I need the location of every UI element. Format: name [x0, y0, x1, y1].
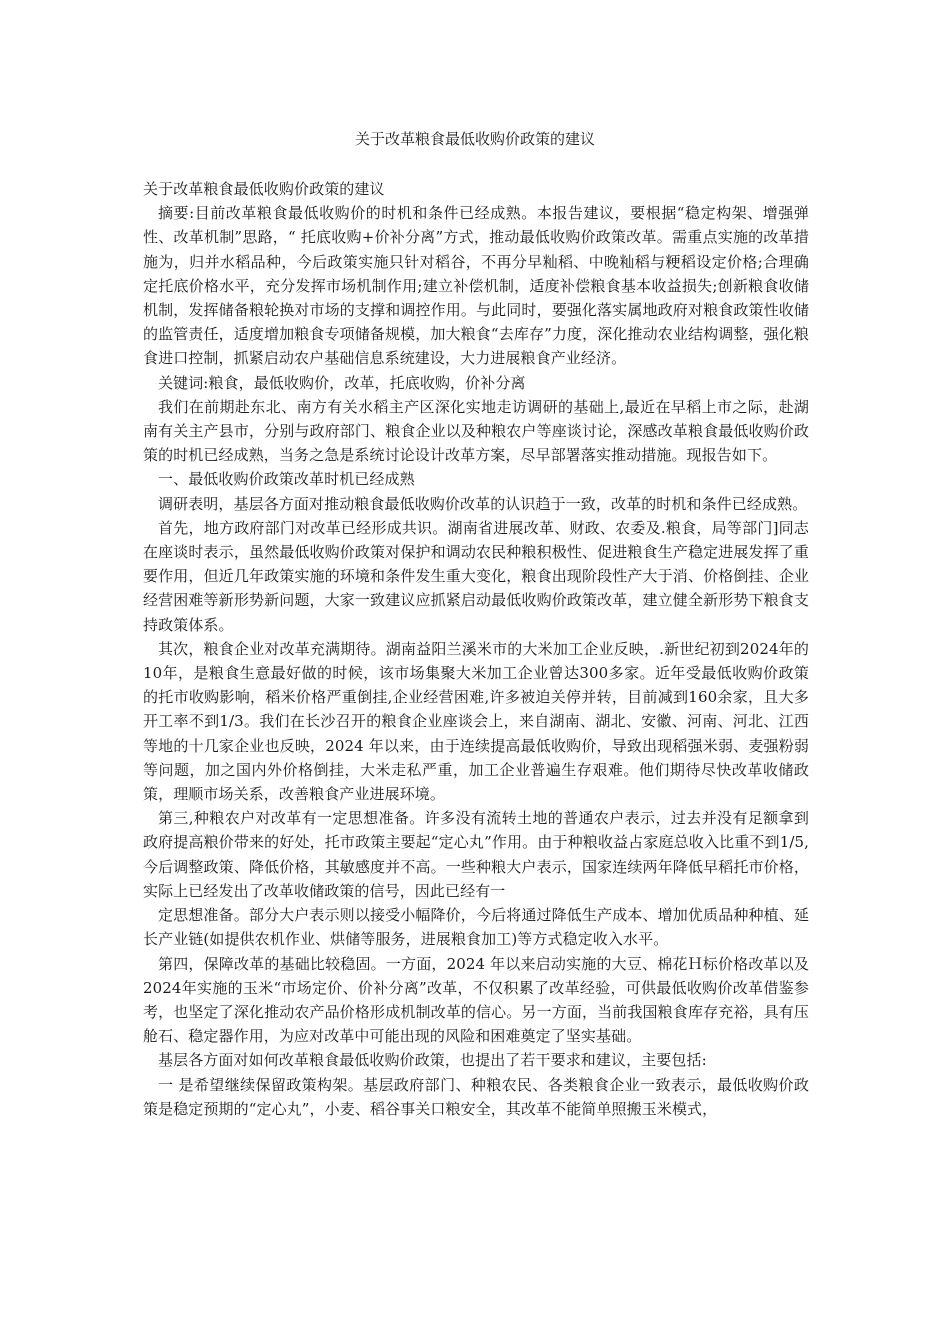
body-paragraph: 基层各方面对如何改革粮食最低收购价政策，也提出了若干要求和建议，主要包括:: [158, 1051, 707, 1070]
body-paragraph: 首先，地方政府部门对改革已经形成共识。湖南省进展改革、财政、农委及.粮食，局等部门]同志在座谈时表示，虽然最低收购价政策对保护和调动农民种粮积极性、促进粮食生产稳定进展发挥了重要作用，但近几年政策实施的环境和条件发生重大变化，粮食出现阶段性产大于消、价格倒挂、企业经营困难等新形势新问题，大家一致建议应抓紧启动最低收购价政策改革，建立健全新形势下粮食支持政策体系。: [143, 518, 809, 634]
body-paragraph: 第四，保障改革的基础比较稳固。一方面，2024 年以来启动实施的大豆、棉花Ｈ标价格改革以及2024年实施的玉米“市场定价、价补分离”改革，不仅积累了改革经验，可供最低收购价改革借鉴参考，也坚定了深化推动农产品价格形成机制改革的信心。另一方面，当前我国粮食库存充裕，具有压舱石、稳定器作用，为应对改革中可能出现的风险和困难奠定了坚实基础。: [143, 954, 809, 1046]
body-paragraph: 调研表明，基层各方面对推动粮食最低收购价改革的认识趋于一致，改革的时机和条件已经成熟。: [158, 494, 808, 513]
body-paragraph: 第三,种粮农户对改革有一定思想准备。许多没有流转土地的普通农户表示，过去并没有足额拿到政府提高粮价带来的好处，托市政策主要起“定心丸”作用。由于种粮收益占家庭总收入比重不到1/5,今后调整政策、降低价格，其敏感度并不高。一些种粮大户表示，国家连续两年降低早稻托市价格，实际上已经发出了改革收储政策的信号，因此已经有一: [143, 809, 809, 900]
intro-paragraph: 我们在前期赴东北、南方有关水稻主产区深化实地走访调研的基础上,最近在早稻上市之际，赴湖南有关主产县市，分别与政府部门、粮食企业以及种粮农户等座谈讨论，深感改革粮食最低收购价政策的时机已经成熟，当务之急是系统讨论设计改革方案，尽早部署落实推动措施。现报告如下。: [143, 397, 809, 465]
document-body: [143, 177, 809, 1121]
body-paragraph: 定思想准备。部分大户表示则以接受小幅降价，今后将通过降低生产成本、增加优质品种种植、延长产业链(如提供农机作业、烘储等服务，进展粮食加工)等方式稳定收入水平。: [143, 906, 809, 949]
abstract-paragraph: 摘要:目前改革粮食最低收购价的时机和条件已经成熟。本报告建议，要根据“稳定构架、增强弹性、改革机制”思路，“ 托底收购+价补分离”方式，推动最低收购价政策改革。需重点实施的改革措施为，归并水稻品种，今后政策实施只针对稻谷，不再分早籼稻、中晚籼稻与粳稻设定价格;合理确定托底价格水平，充分发挥市场机制作用;建立补偿机制，适度补偿粮食基本收益损失;创新粮食收储机制，发挥储备粮轮换对市场的支撑和调控作用。与此同时，要强化落实属地政府对粮食政策性收储的监管责任，适度增加粮食专项储备规模，加大粮食“去库存”力度，深化推动农业结构调整，强化粮食进口控制，抓紧启动农户基础信息系统建设，大力进展粮食产业经济。: [143, 204, 809, 368]
body-paragraph: 其次，粮食企业对改革充满期待。湖南益阳兰溪米市的大米加工企业反映，.新世纪初到2024年的10年，是粮食生意最好做的时候，该市场集聚大米加工企业曾达300多家。近年受最低收购价政策的托市收购影响，稻米价格严重倒挂,企业经营困难,许多被迫关停并转，目前减到160余家，且大多开工率不到1/3。我们在长沙召开的粮食企业座谈会上，来自湖南、湖北、安徽、河南、河北、江西等地的十几家企业也反映，2024 年以来，由于连续提高最低收购价，导致出现稻强米弱、麦强粉弱等问题，加之国内外价格倒挂，大米走私严重，加工企业普遍生存艰难。他们期待尽快改革收储政策，理顺市场关系，改善粮食产业进展环境。: [143, 639, 809, 804]
body-paragraph: 一 是希望继续保留政策构架。基层政府部门、种粮农民、各类粮食企业一致表示，最低收购价政策是稳定预期的“定心丸”，小麦、稻谷事关口粮安全，其改革不能简单照搬玉米模式，: [143, 1075, 809, 1118]
document-title: 关于改革粮食最低收购价政策的建议: [354, 130, 595, 148]
keywords-paragraph: 关键词:粮食，最低收购价，改革，托底收购，价补分离: [158, 373, 526, 392]
section-heading-1: 一、最低收购价政策改革时机已经成熟: [158, 470, 415, 489]
body-heading: 关于改革粮食最低收购价政策的建议: [143, 180, 385, 198]
